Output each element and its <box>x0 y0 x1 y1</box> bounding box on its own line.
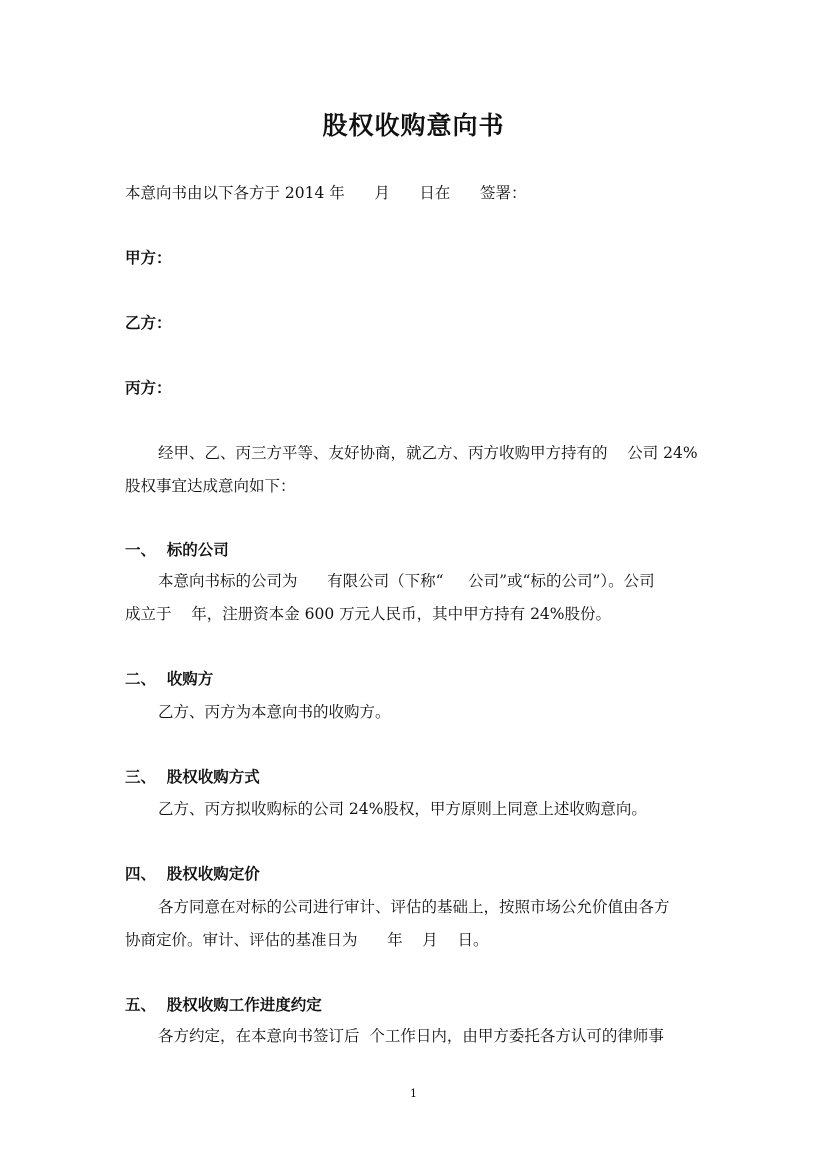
section-heading-1: 一、 标的公司 <box>125 540 229 559</box>
section-4-line-2: 协商定价。审计、评估的基准日为 年 月 日。 <box>125 931 489 949</box>
section-4-line-1: 各方同意在对标的公司进行审计、评估的基础上，按照市场公允价值由各方 <box>158 898 670 916</box>
page-number: 1 <box>410 1087 417 1100</box>
preamble-line-1: 经甲、乙、丙三方平等、友好协商，就乙方、丙方收购甲方持有的 公司 24% <box>158 444 698 462</box>
section-heading-5: 五、 股权收购工作进度约定 <box>125 995 322 1014</box>
section-heading-3: 三、 股权收购方式 <box>125 767 260 786</box>
party-a-label: 甲方： <box>125 248 172 267</box>
section-1-line-2: 成立于 年，注册资本金 600 万元人民币，其中甲方持有 24%股份。 <box>125 605 612 623</box>
section-5-line-1: 各方约定，在本意向书签订后 个工作日内，由甲方委托各方认可的律师事 <box>158 1027 664 1045</box>
section-3-line-1: 乙方、丙方拟收购标的公司 24%股权，甲方原则上同意上述收购意向。 <box>158 800 647 818</box>
section-heading-4: 四、 股权收购定价 <box>125 864 260 883</box>
party-b-label: 乙方： <box>125 313 172 332</box>
party-c-label: 丙方： <box>125 378 172 397</box>
preamble-line-2: 股权事宜达成意向如下： <box>125 477 296 495</box>
section-1-line-1: 本意向书标的公司为 有限公司（下称“ 公司”或“标的公司”）。公司 <box>158 572 655 590</box>
document-title: 股权收购意向书 <box>322 111 505 140</box>
intro-line: 本意向书由以下各方于 2014 年 月 日在 签署： <box>125 184 527 202</box>
section-2-line-1: 乙方、丙方为本意向书的收购方。 <box>158 703 391 721</box>
section-heading-2: 二、 收购方 <box>125 669 214 688</box>
